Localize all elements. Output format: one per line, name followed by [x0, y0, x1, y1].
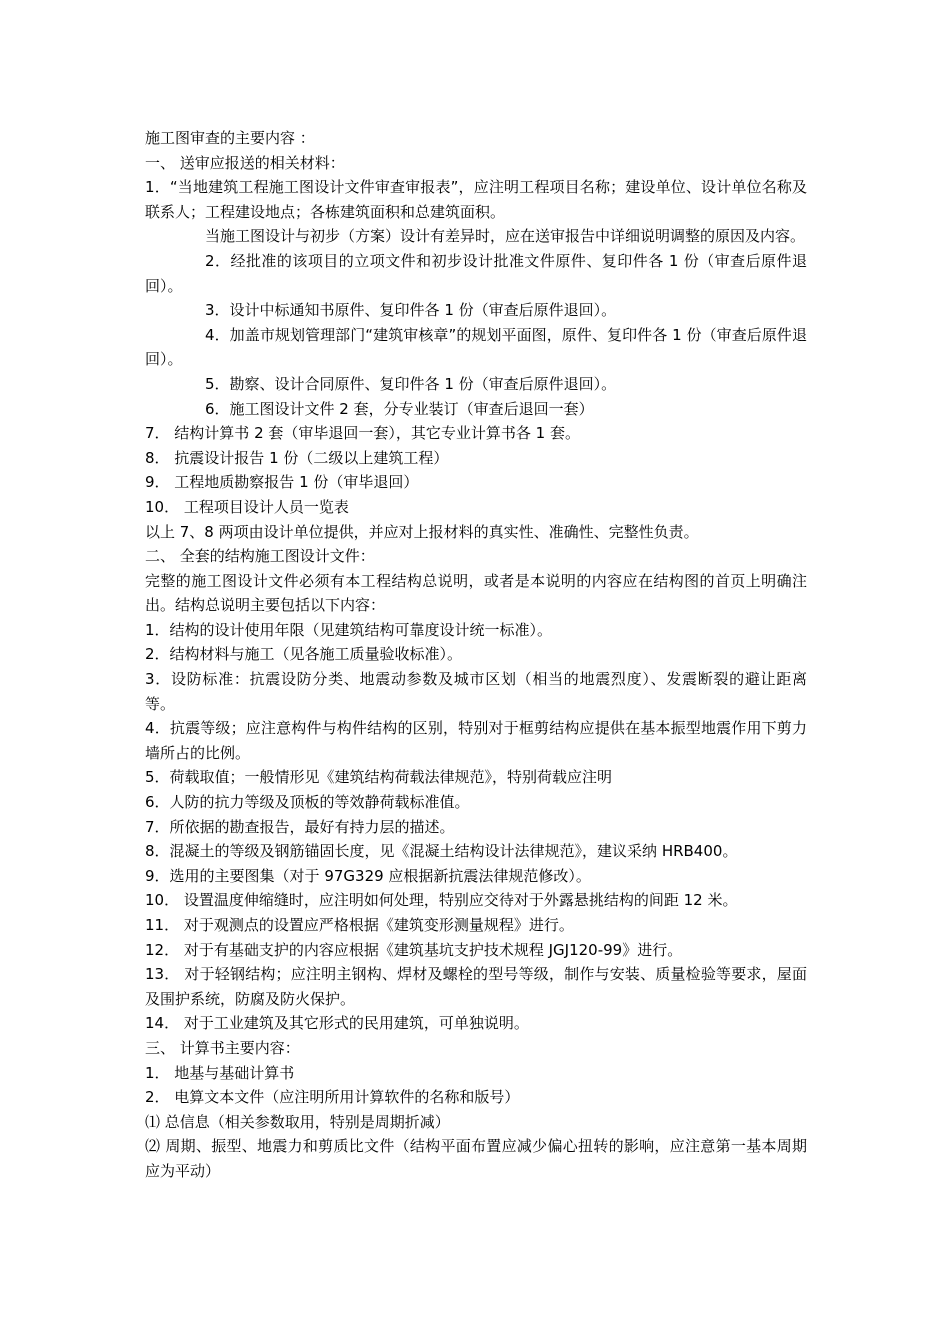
- s1-item-6: 6．施工图设计文件 2 套，分专业装订（审查后退回一套）: [205, 399, 594, 418]
- s3-sub-item-1: ⑴ 总信息（相关参数取用，特别是周期折减）: [145, 1112, 450, 1131]
- s2-item-10: 10． 设置温度伸缩缝时，应注明如何处理，特别应交待对于外露悬挑结构的间距 12 米。: [145, 891, 738, 910]
- s2-item-1: 1．结构的设计使用年限（见建筑结构可靠度设计统一标准）。: [145, 620, 553, 639]
- document-page: [145, 126, 807, 1184]
- section-3-heading: 三、 计算书主要内容：: [145, 1038, 300, 1057]
- s2-item-3: 3．设防标准：抗震设防分类、地震动参数及城市区划（相当的地震烈度）、发震断裂的避让距离等。: [145, 670, 807, 713]
- s2-item-13: 13． 对于轻钢结构；应注明主钢构、焊材及螺栓的型号等级，制作与安装、质量检验等要求，屋面及围护系统，防腐及防火保护。: [145, 965, 807, 1008]
- s3-item-1: 1． 地基与基础计算书: [145, 1063, 295, 1082]
- s1-item-3: 3．设计中标通知书原件、复印件各 1 份（审查后原件退回）。: [205, 301, 617, 320]
- section-1-heading: 一、 送审应报送的相关材料：: [145, 153, 345, 172]
- section-2-heading: 二、 全套的结构施工图设计文件：: [145, 547, 375, 566]
- s1-item-2: 2．经批准的该项目的立项文件和初步设计批准文件原件、复印件各 1 份（审查后原件退回）。: [145, 251, 807, 295]
- s2-item-12: 12． 对于有基础支护的内容应根据《建筑基坑支护技术规程 JGJ120-99》进行。: [145, 940, 683, 959]
- s2-item-2: 2．结构材料与施工（见各施工质量验收标准）。: [145, 645, 463, 664]
- s2-item-4: 4．抗震等级；应注意构件与构件结构的区别，特别对于框剪结构应提供在基本振型地震作用下剪力墙所占的比例。: [145, 719, 807, 762]
- s1-item-7: 7． 结构计算书 2 套（审毕退回一套），其它专业计算书各 1 套。: [145, 424, 580, 443]
- s3-sub-item-2: ⑵ 周期、振型、地震力和剪质比文件（结构平面布置应减少偏心扭转的影响，应注意第一基本周期应为平动）: [145, 1137, 807, 1180]
- s2-item-6: 6．人防的抗力等级及顶板的等效静荷载标准值。: [145, 793, 470, 812]
- s2-item-9: 9．选用的主要图集（对于 97G329 应根据新抗震法律规范修改）。: [145, 866, 591, 885]
- s3-item-2: 2． 电算文本文件（应注明所用计算软件的名称和版号）: [145, 1088, 520, 1107]
- s1-item-10: 10． 工程项目设计人员一览表: [145, 497, 349, 516]
- s2-item-7: 7．所依据的勘查报告，最好有持力层的描述。: [145, 817, 455, 836]
- s1-item-8: 8． 抗震设计报告 1 份（二级以上建筑工程）: [145, 448, 449, 467]
- s2-intro: 完整的施工图设计文件必须有本工程结构总说明，或者是本说明的内容应在结构图的首页上明确注出。结构总说明主要包括以下内容：: [145, 571, 807, 615]
- s2-item-14: 14． 对于工业建筑及其它形式的民用建筑，可单独说明。: [145, 1014, 529, 1033]
- s1-item-5: 5．勘察、设计合同原件、复印件各 1 份（审查后原件退回）。: [205, 374, 617, 393]
- s2-item-5: 5．荷载取值；一般情形见《建筑结构荷载法律规范》，特别荷载应注明: [145, 768, 613, 787]
- s1-item-9: 9． 工程地质勘察报告 1 份（审毕退回）: [145, 473, 419, 492]
- s2-item-11: 11． 对于观测点的设置应严格根据《建筑变形测量规程》进行。: [145, 916, 574, 934]
- document-title: 施工图审查的主要内容 ：: [145, 129, 315, 147]
- s1-item-1: 1．“当地建筑工程施工图设计文件审查审报表”，应注明工程项目名称；建设单位、设计单位名称及联系人；工程建设地点；各栋建筑面积和总建筑面积。: [145, 178, 807, 221]
- s1-note: 以上 7、8 两项由设计单位提供，并应对上报材料的真实性、准确性、完整性负责。: [145, 522, 699, 541]
- s2-item-8: 8．混凝土的等级及钢筋锚固长度，见《混凝土结构设计法律规范》，建议采纳 HRB400。: [145, 842, 738, 861]
- s1-item-1-note: 当施工图设计与初步（方案）设计有差异时，应在送审报告中详细说明调整的原因及内容。: [205, 227, 806, 246]
- s1-item-4: 4．加盖市规划管理部门“建筑审核章”的规划平面图，原件、复印件各 1 份（审查后原件退回）。: [145, 325, 807, 369]
